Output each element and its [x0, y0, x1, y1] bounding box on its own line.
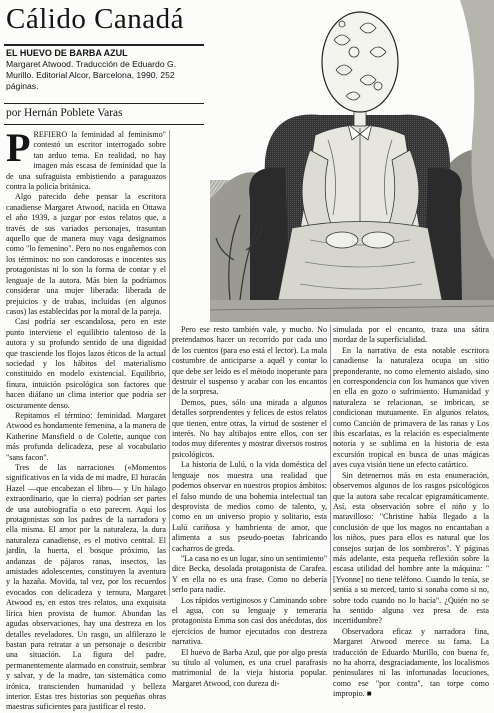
paragraph: La historia de Lulú, o la vida doméstica del lenguaje nos muestra una realidad que podemos observar en nuestros propios ámbitos: el falso mundo de una bohemia intelectual tan desprovista de medios como de talento, y, como en un universo propio y solitario, esta Lulú cariñosa y hambrienta de amor, que alimenta a sus pseudo-poetas fabricando cacharros de greda. [172, 460, 327, 553]
paragraph: simulada por el encanto, traza una sátira mordaz de la superficialidad. [333, 325, 489, 345]
text-column-2 [172, 325, 327, 688]
column-separator [330, 325, 331, 596]
info-rule [4, 103, 204, 104]
paragraph: "La casa no es un lugar, sino un sentimiento" dice Becka, desolada protagonista de Carafea. Y en ella no es una frase. Como no debería serlo para nadie. [172, 553, 327, 595]
article-title: Cálido Canadá [6, 3, 185, 35]
paragraph: Los rápidos vertiginosos y Caminando sobre el agua, con su lenguaje y temeraria protagonista Emma son casi dos anécdotas, dos ejercicios de humor ejecutados con destreza narrativa. [172, 595, 327, 647]
paragraph: Pero ese resto también vale, y mucho. No pretendamos hacer un recorrido por cada uno de los cuentos (para eso está el lector). La mala costumbre de anticiparse a aquél y contar lo que debe ser leído es el método inoperante para destruir el suspenso y acabar con los encantos de la sorpresa. [172, 325, 327, 397]
column-separator [169, 130, 170, 596]
paragraph: Demos, pues, sólo una mirada a algunos detalles sorprendentes y felices de estos relatos que tienen, entre otras, la virtud de sostener el interés. No hay altibajos entre ellos, con ser todos muy diferentes y mostrar diversos rostros psicológicos. [172, 397, 327, 459]
paragraph: Algo parecido debe pensar la escritora canadiense Margaret Atwood, nacida en Ottawa el año 1939, a juzgar por estos relatos que, a través de sus variados personajes, trasuntan aquello que de manera muy vaga designamos como "lo femenino". Pero no nos engañemos con los términos: no son candorosas e inocentes sus protagonistas ni lo son la forma de contar y el lenguaje de la autora. Más bien la podríamos considerar una mujer liberada: liberada de prejuicios y de trabas, incluidas (en algunos casos) las establecidas por la moral de la pareja. [6, 192, 166, 316]
text-column-3 [333, 325, 489, 699]
paragraph: Tres de las narraciones («Momentos significativos en la vida de mi madre, El huracán Hazel —que encabezan el libro— y Un halago extraordinario, que lo cierra) podrían ser partes de una autobiografía o eso parecen. Aquí los protagonistas son los padres de la narradora y ella misma. El amor por la naturaleza, la dura naturaleza canadiense, es el motivo central. El jardín, la huerta, el bosque próximo, las andanzas de pájaros ranas, insectos, las amistades adolescentes, constituyen la aventura y la hazaña. Movida, tal vez, por los recuerdos evocados con delicadeza y ternura, Margaret Atwood es, en estos tres relatos, una exquisita lírica bien provista de humor. Abundan las agudas observaciones, hay una destreza en los detalles reveladores. Un rasgo, un alfilerazo le bastan para retratar a un personaje o describir una situación. La figura del padre, permanentemente alarmado en construir, sembrar y salvar, y de la madre, tan sistemática como irónica, transcienden humanidad y belleza interior. Estas tres historias son pequeñas obras maestras suficientes para justificar el resto. [6, 463, 166, 712]
byline-rule [4, 124, 204, 125]
paragraph: El huevo de Barba Azul, que por algo presta su título al volumen, es una cruel parafrasis matrimonial de la vieja historia popular. Margaret Atwood, con dureza di- [172, 647, 327, 688]
book-title: EL HUEVO DE BARBA AZUL [6, 48, 128, 58]
title-rule [4, 44, 204, 46]
illustration [210, 0, 494, 322]
paragraph: Observadora eficaz y narradora fina, Margaret Atwood merece su fama. La traducción de Eduardo Murillo, con buena fe, no ha ahorra, desgraciadamente, los localismos peninsulares ni las infortunadas locuciones, como ese "por contra", tan torpe como impropio. ■ [333, 626, 489, 699]
drop-cap: P [6, 125, 31, 170]
book-info: Margaret Atwood. Traducción de Eduardo G. Murillo. Editorial Alcor, Barcelona, 1990, 252 páginas. [6, 59, 177, 91]
paragraph: En la narrativa de esta notable escritora canadiense la naturaleza ocupa un sitio preponderante, no como elemento aislado, sino en correspondencia con los humanos que viven en ella en gozo o sufrimiento. Humanidad y naturaleza se relacionan, se imbrican, se condicionan mutuamente. En algunos relatos, como Canción de primavera de las ranas y Los ibis escarlatas, es la relación es especialmente notoria y se sublima en la historia de esta excursión tropical en busca de unas mágicas aves cuya visión tiene un efecto catártico. [333, 345, 489, 470]
paragraph: Casi podría ser escandalosa, pero en este punto interviene el equilibrio talentoso de la autora y su profundo sentido de una dignidad que trasciende los flojos lazos éticos de la actual sociedad y los hábitos del materialismo constituido en modelo existencial. Equilibrio, finura, intuición psicológica son factores que hacen diáfano un clima interior que podría ser oscuramente denso. [6, 317, 166, 410]
text-column-1 [6, 125, 166, 712]
paragraph: Repitamos el término: feminidad. Margaret Atwood es hondamente femenina, a la manera de Katherine Mansfield o de Colette, aunque con más profunda delicadeza, pese al vocabulario "sans facon". [6, 410, 166, 462]
paragraph: PREFIERO la feminidad al feminismo" contestó un escritor interrogado sobre tan arduo tema. En realidad, no hay imagen más escasa de feminidad que la de una sufraguista embistiendo a paraguazos contra la policía británica. [6, 125, 166, 192]
author-byline: por Hernán Poblete Varas [6, 107, 123, 119]
paragraph: Sin detenernos más en esta enumeración, observemos algunos de los rasgos psicológicos que la autora sabe recalcar epigramáticamente. Así, esta observación sobre el niño y lo maravilloso: "Christine había llegado a la conclusión de que los magos no encantaban a los niños, pues para ellos es natural que los consejos surjan de los sombreros". Y páginas más adelante, esta pequeña reflexión sobre la escasa utilidad del hombre ante la máquina: "[Yvonne] no tiene teléfono. Cuando lo tenía, se sentía a su merced, tanto si sonaba como si no, sobre todo cuando no lo hacía". ¿Quién no se ha sentido alguna vez presa de esta incertidumbre? [333, 470, 489, 626]
